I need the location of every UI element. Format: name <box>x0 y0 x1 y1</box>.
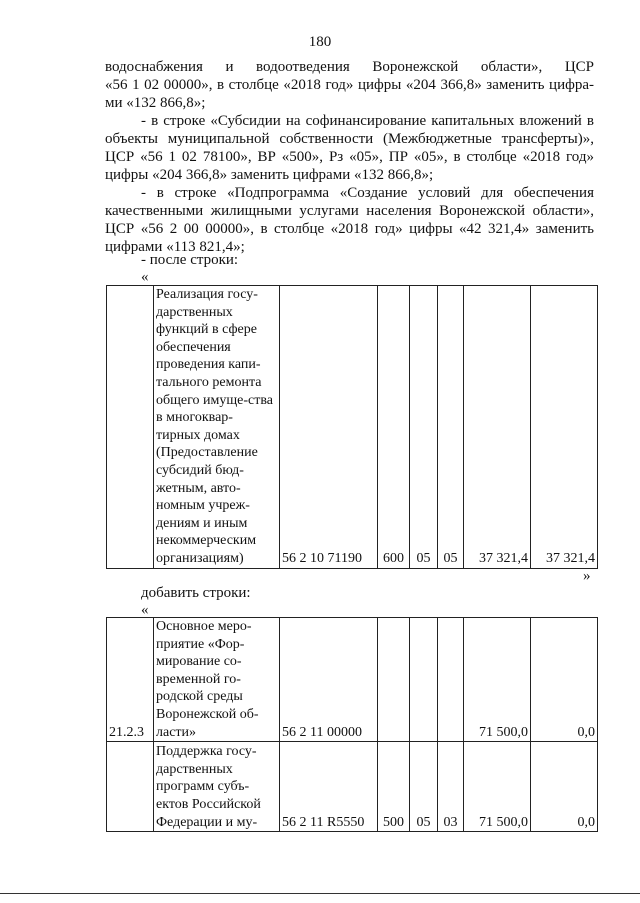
intro-line-1: водоснабжения и водоотведения Воронежской области», ЦСР <box>105 59 594 75</box>
close-quote: » <box>583 568 591 584</box>
cell-name: Поддержка госу-дарственных программ субъ-ектов Российской Федерации и му- <box>154 742 280 832</box>
table-row <box>107 286 598 569</box>
cell-rz <box>410 618 438 742</box>
add-rows-label: добавить строки: <box>141 585 251 601</box>
cell-number <box>107 742 154 832</box>
cell-pr <box>438 618 464 742</box>
open-quote-2: « <box>141 602 149 618</box>
open-quote-1: « <box>141 269 149 285</box>
cell-name: Основное меро-приятие «Фор-мирование со-временной го-родской среды Воронежской об-ласти» <box>154 618 280 742</box>
cell-rz: 05 <box>410 742 438 832</box>
item-subsidies-paragraph <box>105 112 594 184</box>
cell-sum-2: 0,0 <box>531 742 598 832</box>
table-row <box>107 742 598 832</box>
footer-divider <box>0 893 640 894</box>
cell-vr <box>378 618 410 742</box>
page-number: 180 <box>308 34 332 50</box>
table-existing-row <box>106 285 598 569</box>
cell-sum-2: 37 321,4 <box>531 286 598 569</box>
cell-pr: 03 <box>438 742 464 832</box>
table-row <box>107 618 598 742</box>
item-subprogram-paragraph <box>105 184 594 256</box>
item-subprogram-text: - в строке «Подпрограмма «Создание условий для обеспечения качественными жилищными услугами населения Воронежской области», ЦСР «56 2 00 00000», в столбце «2018 год» цифры «42 321,4» заменить цифрами «113 821,4»; <box>105 185 594 255</box>
cell-number <box>107 286 154 569</box>
cell-rz: 05 <box>410 286 438 569</box>
after-row-label: - после строки: <box>141 252 239 268</box>
cell-vr: 600 <box>378 286 410 569</box>
cell-number: 21.2.3 <box>107 618 154 742</box>
table-new-rows <box>106 617 598 832</box>
cell-csr: 56 2 10 71190 <box>280 286 378 569</box>
intro-line-3: ми «132 866,8»; <box>105 95 206 111</box>
cell-pr: 05 <box>438 286 464 569</box>
cell-sum-1: 71 500,0 <box>464 618 531 742</box>
cell-sum-2: 0,0 <box>531 618 598 742</box>
cell-sum-1: 37 321,4 <box>464 286 531 569</box>
cell-csr: 56 2 11 00000 <box>280 618 378 742</box>
cell-sum-1: 71 500,0 <box>464 742 531 832</box>
intro-paragraph <box>105 58 594 112</box>
item-subsidies-text: - в строке «Субсидии на софинансирование капитальных вложений в объекты муниципальной собственности (Межбюджетные трансферты)», ЦСР «56 1 02 78100», ВР «500», Рз «05», ПР «05», в столбце «2018 год» цифры «204 366,8» заменить цифрами «132 866,8»; <box>105 113 594 183</box>
intro-line-2: «56 1 02 00000», в столбце «2018 год» цифры «204 366,8» заменить цифра- <box>105 77 594 93</box>
cell-vr: 500 <box>378 742 410 832</box>
cell-name: Реализация госу-дарственных функций в сфере обеспечения проведения капи-тального ремонта общего имуще-ства в многоквар-тирных домах (Предоставление субсидий бюд-жетным, авто-номным учреж-дениям и иным некоммерческим организациям) <box>154 286 280 569</box>
cell-csr: 56 2 11 R5550 <box>280 742 378 832</box>
